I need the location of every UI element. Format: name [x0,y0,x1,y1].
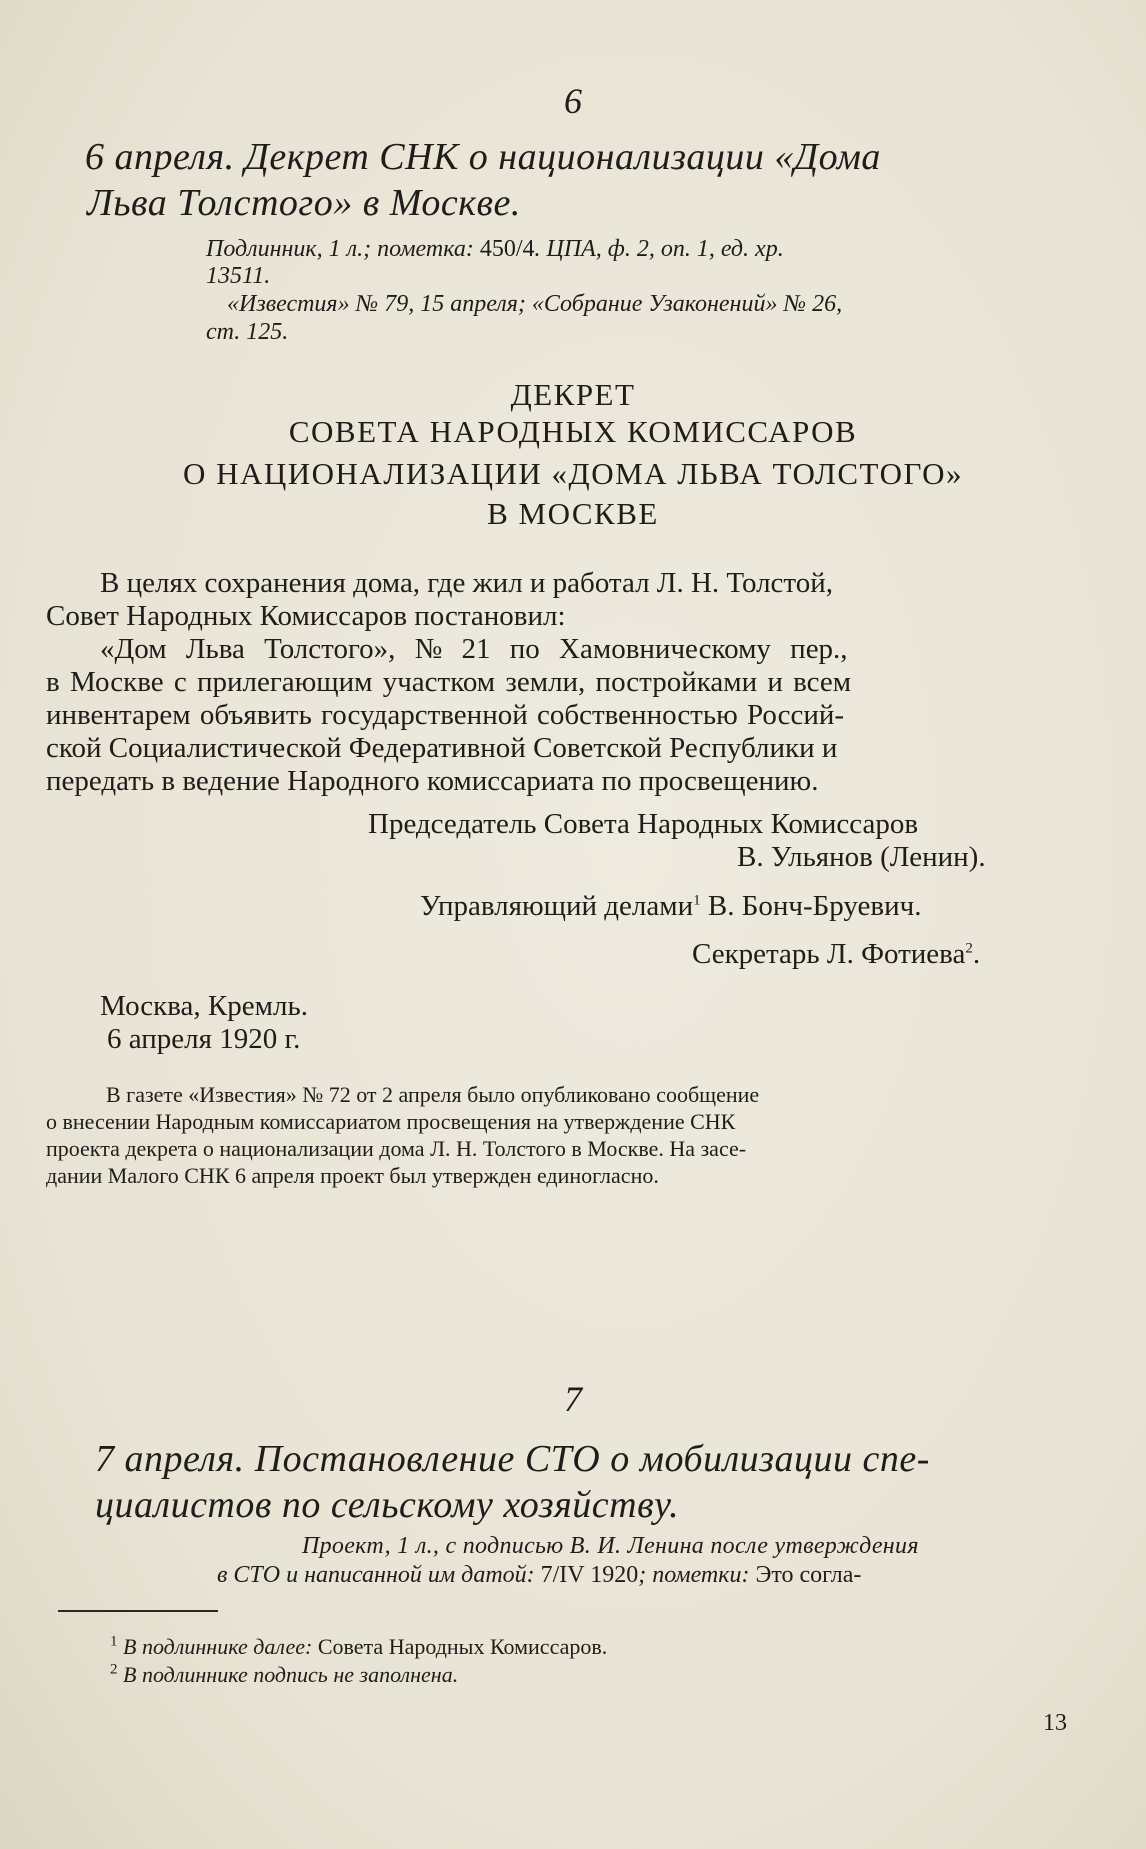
editorial-note-line: о внесении Народным комиссариатом просвещения на утверждение СНК [46,1109,736,1134]
decree-body-line: Совет Народных Комиссаров постановил: [46,600,566,632]
footnote-2: $^2$ В подлиннике подпись не заполнена. [110,1661,459,1687]
section-title-line: 7 апреля. Постановление СТО о мобилизации спе- [95,1438,930,1480]
editorial-note-line: дании Малого СНК 6 апреля проект был утвержден единогласно. [46,1163,659,1188]
signature-chairman-title: Председатель Совета Народных Комиссаров [368,808,919,840]
editorial-note-line: проекта декрета о национализации дома Л. Н. Толстого в Москве. На засе- [46,1136,747,1161]
editorial-note-line: В газете «Известия» № 72 от 2 апреля было опубликовано сообщение [106,1082,760,1107]
decree-body-line: в Москве с прилегающим участком земли, постройками и всем [46,666,852,698]
section-title-line: Льва Толстого» в Москве. [87,182,521,224]
decree-body-line: ской Социалистической Федеративной Советской Республики и [46,732,838,764]
section-number: 7 [564,1379,582,1419]
decree-heading: В МОСКВЕ [487,496,659,531]
decree-date: 6 апреля 1920 г. [107,1023,301,1055]
decree-heading: О НАЦИОНАЛИЗАЦИИ «ДОМА ЛЬВА ТОЛСТОГО» [182,456,964,491]
decree-heading: СОВЕТА НАРОДНЫХ КОМИССАРОВ [288,414,858,449]
archival-reference: Проект, 1 л., с подписью В. И. Ленина после утверждения [302,1533,919,1559]
decree-body-line: «Дом Льва Толстого», № 21 по Хамовническому пер., [100,633,848,665]
meta-line: ст. 125. [206,319,289,345]
signature-manager: Управляющий делами$^1$ В. Бонч-Бруевич. [420,890,922,922]
archival-reference: в СТО и написанной им датой: 7/IV 1920; пометки: Это согла- [217,1562,862,1588]
signature-secretary: Секретарь Л. Фотиева$^2$. [692,938,981,970]
section-title-line: циалистов по сельскому хозяйству. [95,1484,680,1526]
decree-heading: ДЕКРЕТ [510,377,636,412]
archival-reference [206,235,1066,264]
section-title [85,134,1085,226]
meta-line: 13511. [206,263,271,289]
meta-line: Подлинник, 1 л.; пометка: 450/4. ЦПА, ф. 2, оп. 1, ед. хр. [206,236,784,262]
signature-chairman-name: В. Ульянов (Ленин). [737,841,986,873]
footnote-separator [58,1610,218,1612]
decree-body-line: передать в ведение Народного комиссариата по просвещению. [46,765,819,797]
decree-body-line: В целях сохранения дома, где жил и работал Л. Н. Толстой, [100,567,833,599]
decree-place: Москва, Кремль. [100,990,308,1022]
footnote-1: $^1$ В подлиннике далее: Совета Народных Комиссаров. [110,1633,608,1659]
publication-reference: «Известия» № 79, 15 апреля; «Собрание Узаконений» № 26, [227,291,843,317]
section-title-line: 6 апреля. Декрет СНК о национализации «Дома [85,136,881,178]
page-number: 13 [1043,1710,1067,1736]
decree-body-line: инвентарем объявить государственной собственностью Россий- [46,699,845,731]
section-number: 6 [564,81,582,121]
